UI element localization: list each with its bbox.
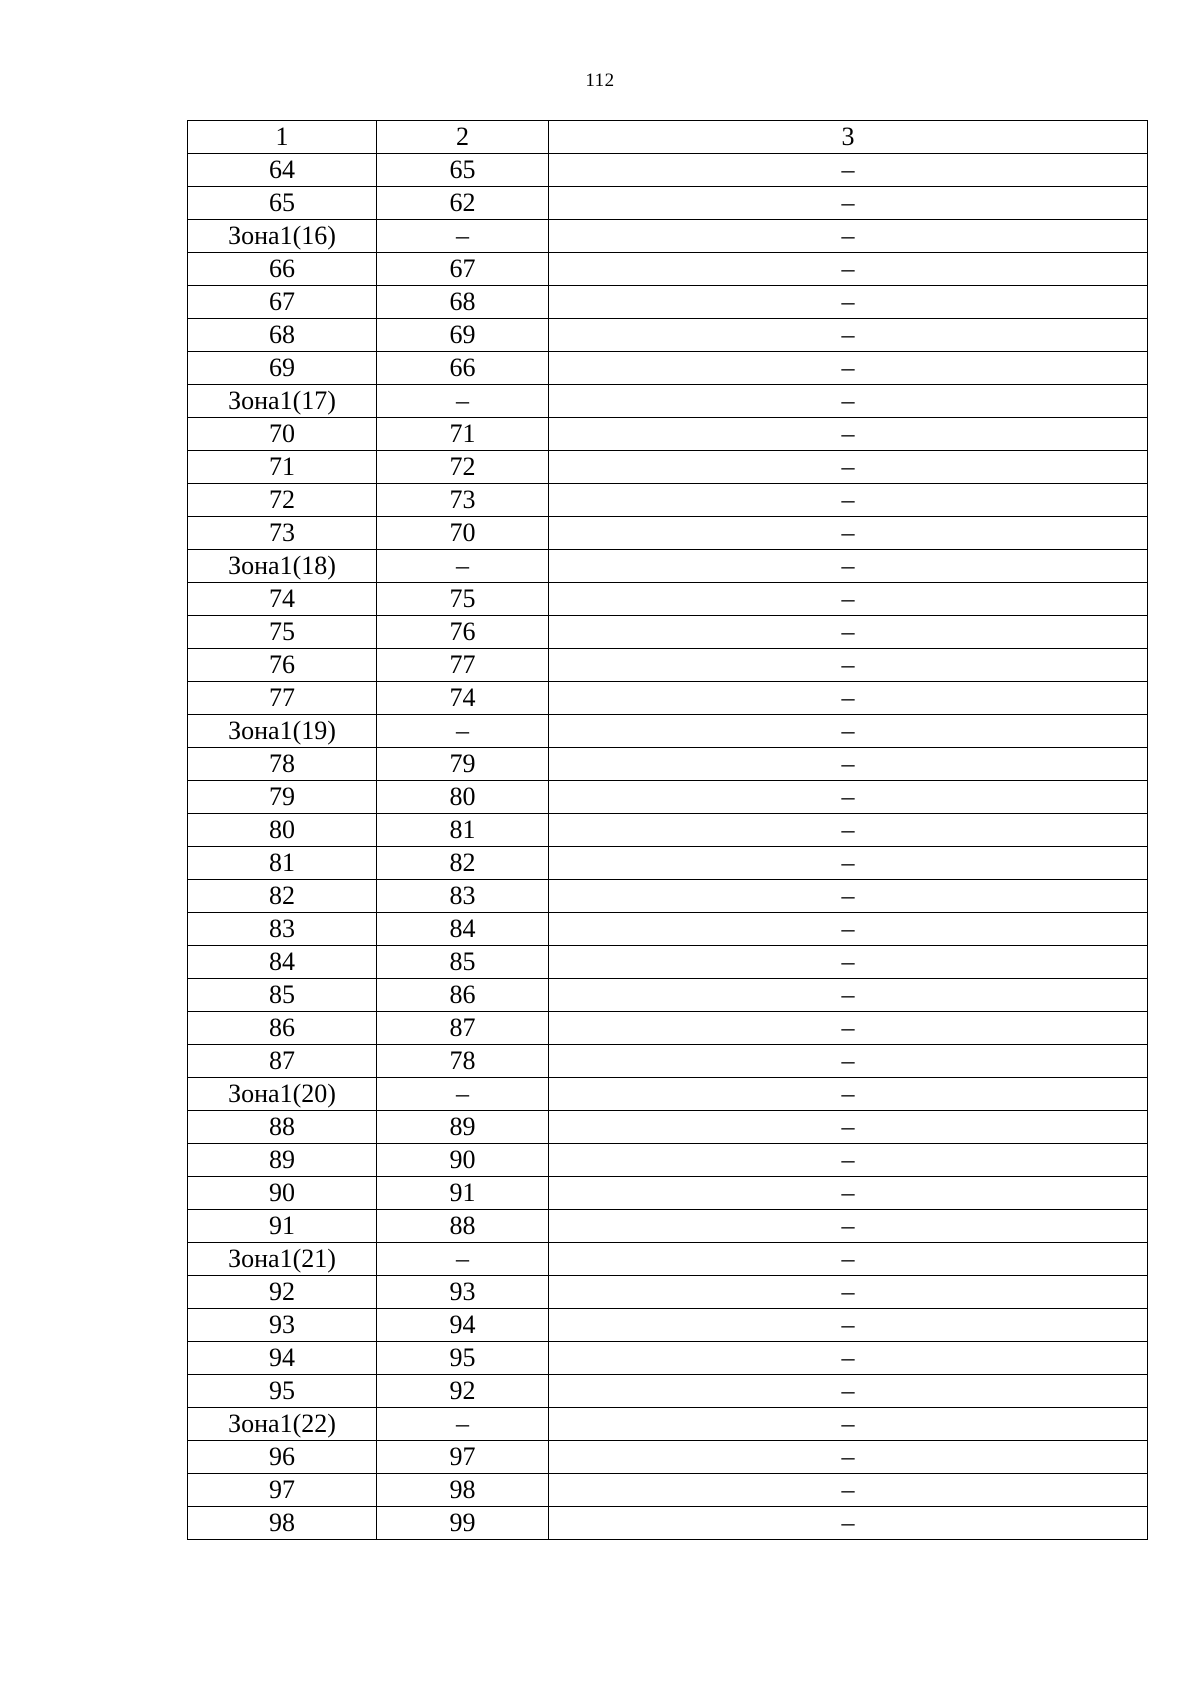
table-cell-col2: 93 bbox=[377, 1276, 549, 1309]
table-cell-col3: – bbox=[549, 385, 1148, 418]
table-cell-col2: 72 bbox=[377, 451, 549, 484]
table-row bbox=[188, 1012, 1148, 1045]
table-row bbox=[188, 220, 1148, 253]
table-row bbox=[188, 1375, 1148, 1408]
table-cell-col3: – bbox=[549, 781, 1148, 814]
table-header-row bbox=[188, 121, 1148, 154]
table-body bbox=[188, 154, 1148, 1540]
table-cell-col3: – bbox=[549, 220, 1148, 253]
table-cell-col3: – bbox=[549, 1375, 1148, 1408]
table-cell-col1: 65 bbox=[188, 187, 377, 220]
table-row bbox=[188, 418, 1148, 451]
table-cell-col1: 68 bbox=[188, 319, 377, 352]
table-cell-col3: – bbox=[549, 583, 1148, 616]
table-cell-col1: 72 bbox=[188, 484, 377, 517]
table-cell-col1: 94 bbox=[188, 1342, 377, 1375]
table-cell-col3: – bbox=[549, 154, 1148, 187]
table-cell-col2: – bbox=[377, 550, 549, 583]
table-row bbox=[188, 385, 1148, 418]
table-cell-col1: 76 bbox=[188, 649, 377, 682]
table-cell-col2: 88 bbox=[377, 1210, 549, 1243]
table-cell-col1: 70 bbox=[188, 418, 377, 451]
table-row bbox=[188, 517, 1148, 550]
table-cell-col3: – bbox=[549, 814, 1148, 847]
table-row bbox=[188, 1243, 1148, 1276]
table-row bbox=[188, 1507, 1148, 1540]
table-cell-col3: – bbox=[549, 649, 1148, 682]
table-cell-col2: 77 bbox=[377, 649, 549, 682]
table-cell-col2: – bbox=[377, 1408, 549, 1441]
table-row bbox=[188, 451, 1148, 484]
table-cell-col1: 85 bbox=[188, 979, 377, 1012]
table-cell-col1: Зона1(22) bbox=[188, 1408, 377, 1441]
table-row bbox=[188, 1177, 1148, 1210]
table-cell-col2: 76 bbox=[377, 616, 549, 649]
table-cell-col3: – bbox=[549, 517, 1148, 550]
table-cell-col3: – bbox=[549, 253, 1148, 286]
table-cell-col3: – bbox=[549, 1507, 1148, 1540]
table-cell-col1: 74 bbox=[188, 583, 377, 616]
table-cell-col2: 81 bbox=[377, 814, 549, 847]
table-cell-col1: 93 bbox=[188, 1309, 377, 1342]
table-cell-col1: 89 bbox=[188, 1144, 377, 1177]
table-cell-col2: 99 bbox=[377, 1507, 549, 1540]
table-cell-col3: – bbox=[549, 682, 1148, 715]
table-cell-col2: 90 bbox=[377, 1144, 549, 1177]
table-cell-col3: – bbox=[549, 880, 1148, 913]
table-row bbox=[188, 1408, 1148, 1441]
table-cell-col1: 71 bbox=[188, 451, 377, 484]
table-cell-col1: 84 bbox=[188, 946, 377, 979]
table-row bbox=[188, 352, 1148, 385]
table-cell-col2: 79 bbox=[377, 748, 549, 781]
header-cell-col3: 3 bbox=[549, 121, 1148, 154]
table-cell-col3: – bbox=[549, 1045, 1148, 1078]
table-cell-col1: 97 bbox=[188, 1474, 377, 1507]
table-cell-col1: 87 bbox=[188, 1045, 377, 1078]
table-cell-col3: – bbox=[549, 946, 1148, 979]
table-cell-col2: – bbox=[377, 1078, 549, 1111]
table-cell-col1: 67 bbox=[188, 286, 377, 319]
table-cell-col1: Зона1(21) bbox=[188, 1243, 377, 1276]
table-cell-col2: – bbox=[377, 220, 549, 253]
header-cell-col1: 1 bbox=[188, 121, 377, 154]
table-cell-col1: Зона1(17) bbox=[188, 385, 377, 418]
table-cell-col1: 86 bbox=[188, 1012, 377, 1045]
table-cell-col3: – bbox=[549, 550, 1148, 583]
table-cell-col2: – bbox=[377, 715, 549, 748]
table-row bbox=[188, 1045, 1148, 1078]
table-cell-col3: – bbox=[549, 748, 1148, 781]
table-row bbox=[188, 847, 1148, 880]
table-cell-col1: 66 bbox=[188, 253, 377, 286]
table-cell-col3: – bbox=[549, 1342, 1148, 1375]
table-cell-col3: – bbox=[549, 1441, 1148, 1474]
table-row bbox=[188, 781, 1148, 814]
table-cell-col2: 67 bbox=[377, 253, 549, 286]
table-row bbox=[188, 1276, 1148, 1309]
table-cell-col1: 77 bbox=[188, 682, 377, 715]
table-row bbox=[188, 550, 1148, 583]
table-cell-col2: 78 bbox=[377, 1045, 549, 1078]
table-cell-col2: 62 bbox=[377, 187, 549, 220]
table-cell-col3: – bbox=[549, 1408, 1148, 1441]
header-cell-col2: 2 bbox=[377, 121, 549, 154]
table-cell-col1: 78 bbox=[188, 748, 377, 781]
table-cell-col3: – bbox=[549, 1243, 1148, 1276]
table-cell-col1: 98 bbox=[188, 1507, 377, 1540]
table-cell-col3: – bbox=[549, 1177, 1148, 1210]
table-cell-col3: – bbox=[549, 913, 1148, 946]
table-cell-col3: – bbox=[549, 979, 1148, 1012]
table-cell-col1: 64 bbox=[188, 154, 377, 187]
table-cell-col1: 73 bbox=[188, 517, 377, 550]
table-row bbox=[188, 154, 1148, 187]
table-cell-col3: – bbox=[549, 847, 1148, 880]
table-row bbox=[188, 1309, 1148, 1342]
table-row bbox=[188, 1144, 1148, 1177]
table-cell-col3: – bbox=[549, 1210, 1148, 1243]
table-cell-col2: 97 bbox=[377, 1441, 549, 1474]
page-number: 112 bbox=[585, 70, 615, 91]
data-table bbox=[187, 120, 1148, 1540]
table-cell-col1: 90 bbox=[188, 1177, 377, 1210]
table-cell-col2: 66 bbox=[377, 352, 549, 385]
table-row bbox=[188, 946, 1148, 979]
table-cell-col2: 87 bbox=[377, 1012, 549, 1045]
table-cell-col2: 71 bbox=[377, 418, 549, 451]
table-row bbox=[188, 1342, 1148, 1375]
table-cell-col3: – bbox=[549, 187, 1148, 220]
table-row bbox=[188, 253, 1148, 286]
table-cell-col3: – bbox=[549, 616, 1148, 649]
table-cell-col2: 84 bbox=[377, 913, 549, 946]
table-cell-col1: Зона1(18) bbox=[188, 550, 377, 583]
table-cell-col3: – bbox=[549, 1276, 1148, 1309]
table-row bbox=[188, 1078, 1148, 1111]
table-cell-col2: 80 bbox=[377, 781, 549, 814]
table-row bbox=[188, 616, 1148, 649]
table-row bbox=[188, 286, 1148, 319]
table-cell-col2: 98 bbox=[377, 1474, 549, 1507]
table-cell-col2: 83 bbox=[377, 880, 549, 913]
table-cell-col3: – bbox=[549, 418, 1148, 451]
table-row bbox=[188, 1210, 1148, 1243]
table-cell-col2: 69 bbox=[377, 319, 549, 352]
table-row bbox=[188, 913, 1148, 946]
table-cell-col2: 94 bbox=[377, 1309, 549, 1342]
table-cell-col1: 75 bbox=[188, 616, 377, 649]
table-row bbox=[188, 583, 1148, 616]
table-cell-col2: 82 bbox=[377, 847, 549, 880]
table-cell-col2: 74 bbox=[377, 682, 549, 715]
table-cell-col3: – bbox=[549, 484, 1148, 517]
table-cell-col3: – bbox=[549, 352, 1148, 385]
table-cell-col2: 92 bbox=[377, 1375, 549, 1408]
table-row bbox=[188, 715, 1148, 748]
table-row bbox=[188, 1474, 1148, 1507]
table-cell-col2: 75 bbox=[377, 583, 549, 616]
table-cell-col1: Зона1(16) bbox=[188, 220, 377, 253]
table-cell-col1: 69 bbox=[188, 352, 377, 385]
table-cell-col2: – bbox=[377, 1243, 549, 1276]
table-row bbox=[188, 814, 1148, 847]
table-row bbox=[188, 1111, 1148, 1144]
table-row bbox=[188, 187, 1148, 220]
table-cell-col1: 96 bbox=[188, 1441, 377, 1474]
table-row bbox=[188, 1441, 1148, 1474]
table-cell-col3: – bbox=[549, 1078, 1148, 1111]
table-cell-col1: 81 bbox=[188, 847, 377, 880]
table-row bbox=[188, 979, 1148, 1012]
table-cell-col2: 85 bbox=[377, 946, 549, 979]
table-cell-col1: Зона1(19) bbox=[188, 715, 377, 748]
table-row bbox=[188, 682, 1148, 715]
table-row bbox=[188, 748, 1148, 781]
table-cell-col3: – bbox=[549, 715, 1148, 748]
table-cell-col2: – bbox=[377, 385, 549, 418]
table-cell-col1: 91 bbox=[188, 1210, 377, 1243]
table-cell-col1: Зона1(20) bbox=[188, 1078, 377, 1111]
table-cell-col1: 82 bbox=[188, 880, 377, 913]
table-cell-col2: 91 bbox=[377, 1177, 549, 1210]
table-cell-col1: 80 bbox=[188, 814, 377, 847]
table-cell-col2: 70 bbox=[377, 517, 549, 550]
table-cell-col1: 79 bbox=[188, 781, 377, 814]
table-cell-col2: 65 bbox=[377, 154, 549, 187]
table-cell-col3: – bbox=[549, 451, 1148, 484]
table-cell-col3: – bbox=[549, 1144, 1148, 1177]
table-row bbox=[188, 880, 1148, 913]
table-cell-col2: 73 bbox=[377, 484, 549, 517]
table-cell-col1: 83 bbox=[188, 913, 377, 946]
table-cell-col3: – bbox=[549, 1111, 1148, 1144]
table-row bbox=[188, 649, 1148, 682]
table-cell-col2: 86 bbox=[377, 979, 549, 1012]
table-cell-col3: – bbox=[549, 1012, 1148, 1045]
table-cell-col3: – bbox=[549, 1309, 1148, 1342]
table-cell-col3: – bbox=[549, 286, 1148, 319]
table-cell-col2: 89 bbox=[377, 1111, 549, 1144]
table-cell-col3: – bbox=[549, 1474, 1148, 1507]
table-cell-col1: 88 bbox=[188, 1111, 377, 1144]
table-row bbox=[188, 484, 1148, 517]
table-cell-col1: 95 bbox=[188, 1375, 377, 1408]
table-cell-col3: – bbox=[549, 319, 1148, 352]
table-row bbox=[188, 319, 1148, 352]
table-cell-col1: 92 bbox=[188, 1276, 377, 1309]
table-cell-col2: 95 bbox=[377, 1342, 549, 1375]
table-cell-col2: 68 bbox=[377, 286, 549, 319]
